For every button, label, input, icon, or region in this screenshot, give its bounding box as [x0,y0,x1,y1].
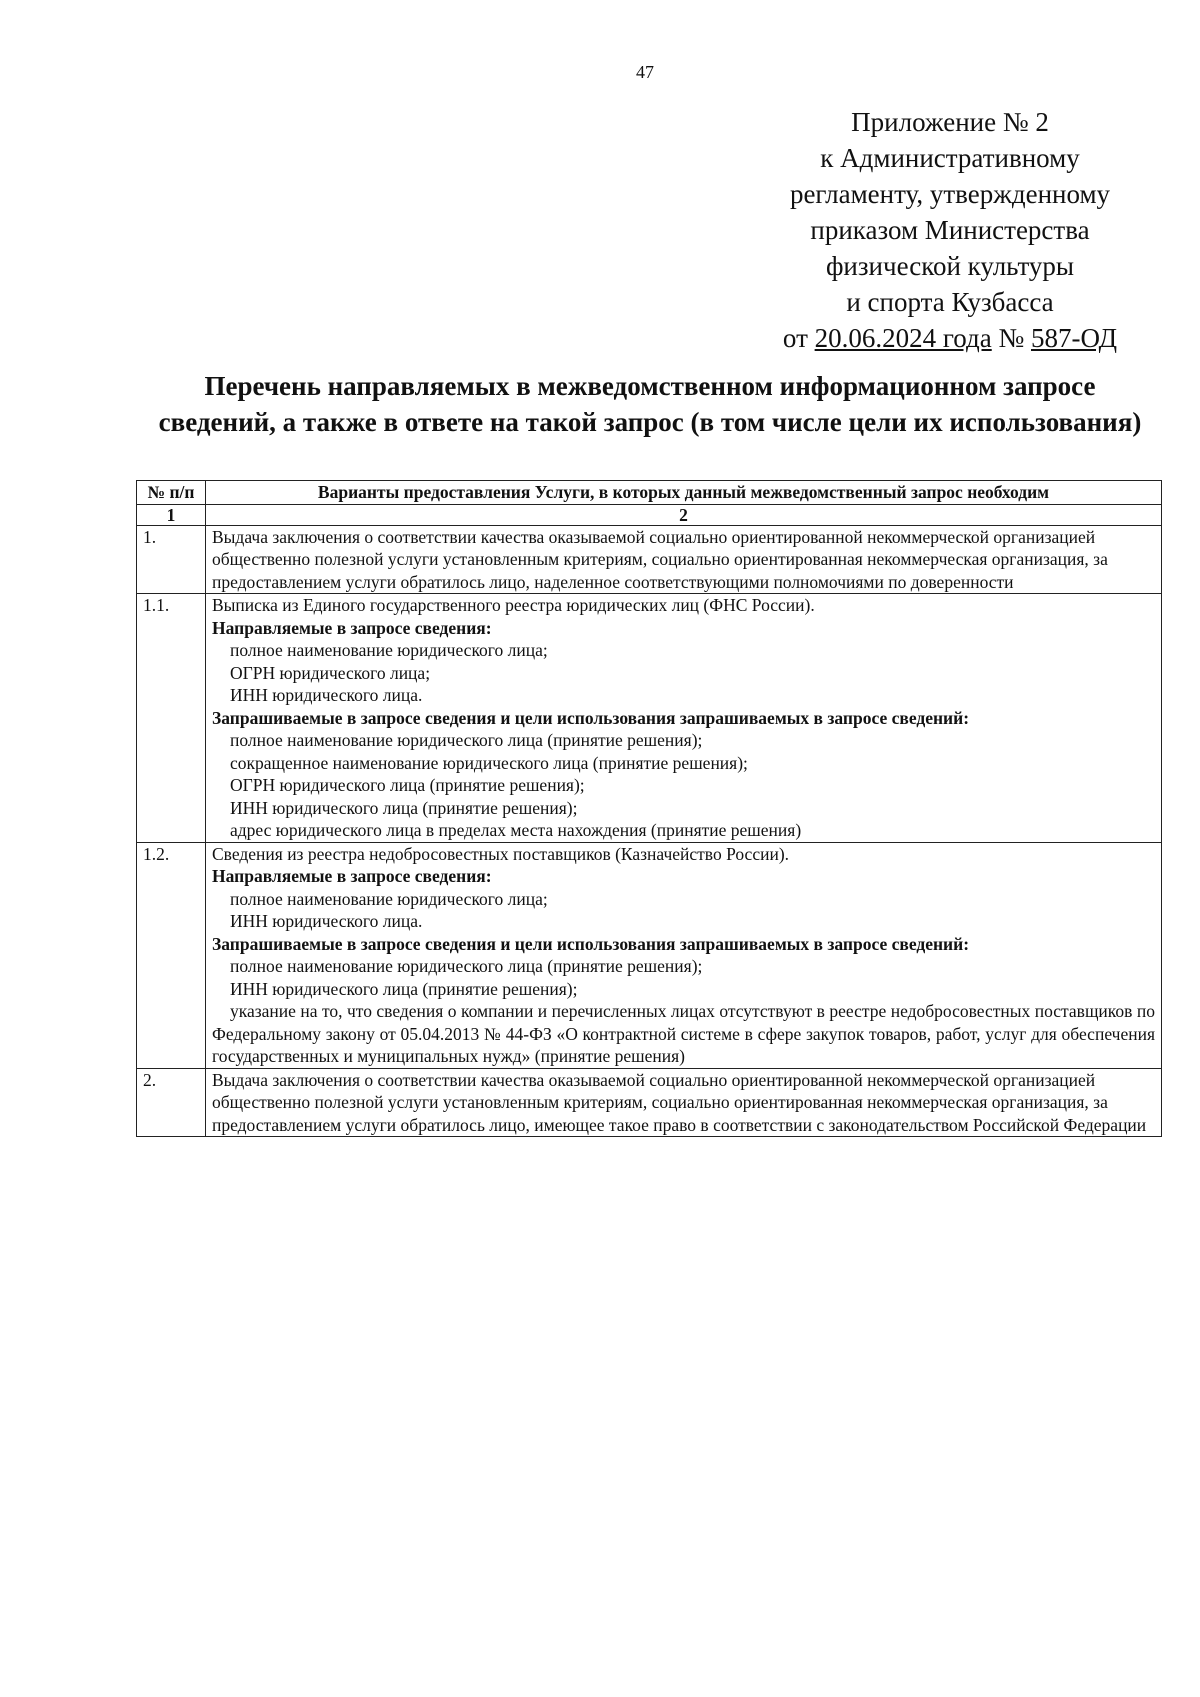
list-item: полное наименование юридического лица; [230,888,548,909]
row-text: Выдача заключения о соответствии качества оказываемой социально ориентированной некоммерческой организацией общественно полезной услуги установленным критериям, социально ориентированная некоммерческая организация, за предоставлением услуги обратилось лицо, наделенное соответствующими полномочиями по доверенности [206,525,1162,594]
row-content [206,842,1162,1068]
column-index: 2 [206,504,1162,525]
data-source: Выписка из Единого государственного реестра юридических лиц (ФНС России). [212,595,815,615]
requests-table [136,480,1162,1137]
registry-note: указание на то, что сведения о компании и перечисленных лицах отсутствуют в реестре недобросовестных поставщиков по Федеральному закону от 05.04.2013 № 44-ФЗ «О контрактной системе в сфере закупок товаров, работ, услуг для обеспечения государственных и муниципальных нужд» (принятие решения) [212,1001,1155,1066]
row-number: 1.1. [137,594,206,843]
row-number: 1.2. [137,842,206,1068]
list-item: ИНН юридического лица (принятие решения); [230,797,578,818]
row-number: 2. [137,1068,206,1137]
appendix-line: Приложение № 2 [851,107,1049,137]
header-number: № п/п [137,481,206,505]
list-item: полное наименование юридического лица; [230,640,548,660]
list-item: полное наименование юридического лица (принятие решения); [230,730,703,750]
list-item: адрес юридического лица в пределах места нахождения (принятие решения) [230,820,802,840]
table-header-row [137,481,1162,505]
list-item: ИНН юридического лица. [230,685,423,705]
table-row [137,525,1162,594]
list-item: сокращенное наименование юридического лица (принятие решения); [230,752,748,773]
header-variants: Варианты предоставления Услуги, в которых данный межведомственный запрос необходим [206,481,1162,505]
order-date: 20.06.2024 года [814,323,992,353]
appendix-order-line [740,320,1160,356]
appendix-line: к Административному [820,143,1080,173]
column-index: 1 [137,504,206,525]
requested-heading: Запрашиваемые в запросе сведения и цели использования запрашиваемых в запросе сведений: [212,707,970,728]
list-item: ИНН юридического лица (принятие решения); [230,978,578,999]
date-prefix: от [782,323,815,353]
requested-heading: Запрашиваемые в запросе сведения и цели использования запрашиваемых в запросе сведений: [212,933,970,954]
row-content [206,594,1162,843]
sent-heading: Направляемые в запросе сведения: [212,617,492,638]
list-item: ОГРН юридического лица; [230,662,431,683]
appendix-line: физической культуры [825,251,1075,281]
list-item: ИНН юридического лица. [230,911,423,931]
number-prefix: № [991,323,1031,353]
data-source: Сведения из реестра недобросовестных поставщиков (Казначейство России). [212,843,790,864]
column-index-row [137,504,1162,525]
appendix-line: и спорта Кузбасса [846,287,1054,317]
table-row [137,1068,1162,1137]
row-text: Выдача заключения о соответствии качества оказываемой социально ориентированной некоммерческой организацией общественно полезной услуги установленным критериям, социально ориентированная некоммерческая организация, за предоставлением услуги обратилось лицо, имеющее такое право в соответствии с законодательством Российской Федерации [206,1068,1162,1137]
appendix-line: регламенту, утвержденному [789,179,1111,209]
page-number: 47 [636,62,654,82]
row-number: 1. [137,525,206,594]
table-row [137,842,1162,1068]
appendix-heading [740,104,1160,356]
table-row [137,594,1162,843]
list-item: полное наименование юридического лица (принятие решения); [230,956,703,976]
sent-heading: Направляемые в запросе сведения: [212,866,492,886]
list-item: ОГРН юридического лица (принятие решения); [230,775,585,795]
appendix-line: приказом Министерства [810,215,1090,245]
order-number: 587-ОД [1031,323,1118,353]
document-title: Перечень направляемых в межведомственном информационном запросе сведений, а также в ответе на такой запрос (в том числе цели их использования) [158,371,1142,437]
